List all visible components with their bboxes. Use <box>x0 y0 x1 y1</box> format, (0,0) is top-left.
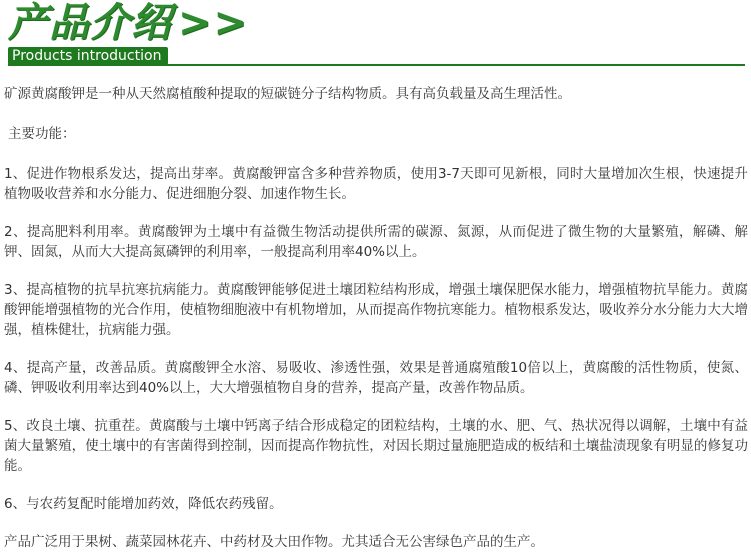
product-description <box>4 84 748 552</box>
function-item-1: 1、促进作物根系发达，提高出芽率。黄腐酸钾富含多种营养物质，使用3-7天即可见新根，同时大量增加次生根，快速提升植物吸收营养和水分能力、促进细胞分裂、加速作物生长。 <box>4 166 748 202</box>
functions-heading: 主要功能： <box>8 126 76 142</box>
double-arrow-icon: >> <box>178 0 250 46</box>
function-item-3: 3、提高植物的抗旱抗寒抗病能力。黄腐酸钾能够促进土壤团粒结构形成，增强土壤保肥保水能力，增强植物抗旱能力。黄腐酸钾能增强植物的光合作用，使植物细胞液中有机物增加，从而提高作物抗寒能力。植物根系发达，吸收养分水分能力大大增强，植株健壮，抗病能力强。 <box>4 282 748 338</box>
function-item-4: 4、提高产量，改善品质。黄腐酸钾全水溶、易吸收、渗透性强，效果是普通腐殖酸10倍以上，黄腐酸的活性物质，使氮、磷、钾吸收利用率达到40%以上，大大增强植物自身的营养，提高产量，改善作物品质。 <box>4 360 748 396</box>
intro-paragraph: 矿源黄腐酸钾是一种从天然腐植酸种提取的短碳链分子结构物质。具有高负载量及高生理活性。 <box>4 86 571 102</box>
section-subtitle: Products introduction <box>12 48 162 64</box>
closing-paragraph: 产品广泛用于果树、蔬菜园林花卉、中药材及大田作物。尤其适合无公害绿色产品的生产。 <box>4 534 544 550</box>
function-item-5: 5、改良土壤、抗重茬。黄腐酸与土壤中钙离子结合形成稳定的团粒结构，土壤的水、肥、气、热状况得以调解，土壤中有益菌大量繁殖，使土壤中的有害菌得到控制，因而提高作物抗性，对因长期过量施肥造成的板结和土壤盐渍现象有明显的修复功能。 <box>4 418 748 474</box>
section-header <box>0 0 751 70</box>
function-item-2: 2、提高肥料利用率。黄腐酸钾为土壤中有益微生物活动提供所需的碳源、氮源，从而促进了微生物的大量繁殖，解磷、解钾、固氮，从而大大提高氮磷钾的利用率，一般提高利用率40%以上。 <box>4 224 748 260</box>
function-item-6: 6、与农药复配时能增加药效，降低农药残留。 <box>4 496 283 512</box>
section-title-text: 产品介绍 <box>8 0 172 46</box>
header-divider <box>8 64 745 66</box>
section-title <box>8 0 249 46</box>
